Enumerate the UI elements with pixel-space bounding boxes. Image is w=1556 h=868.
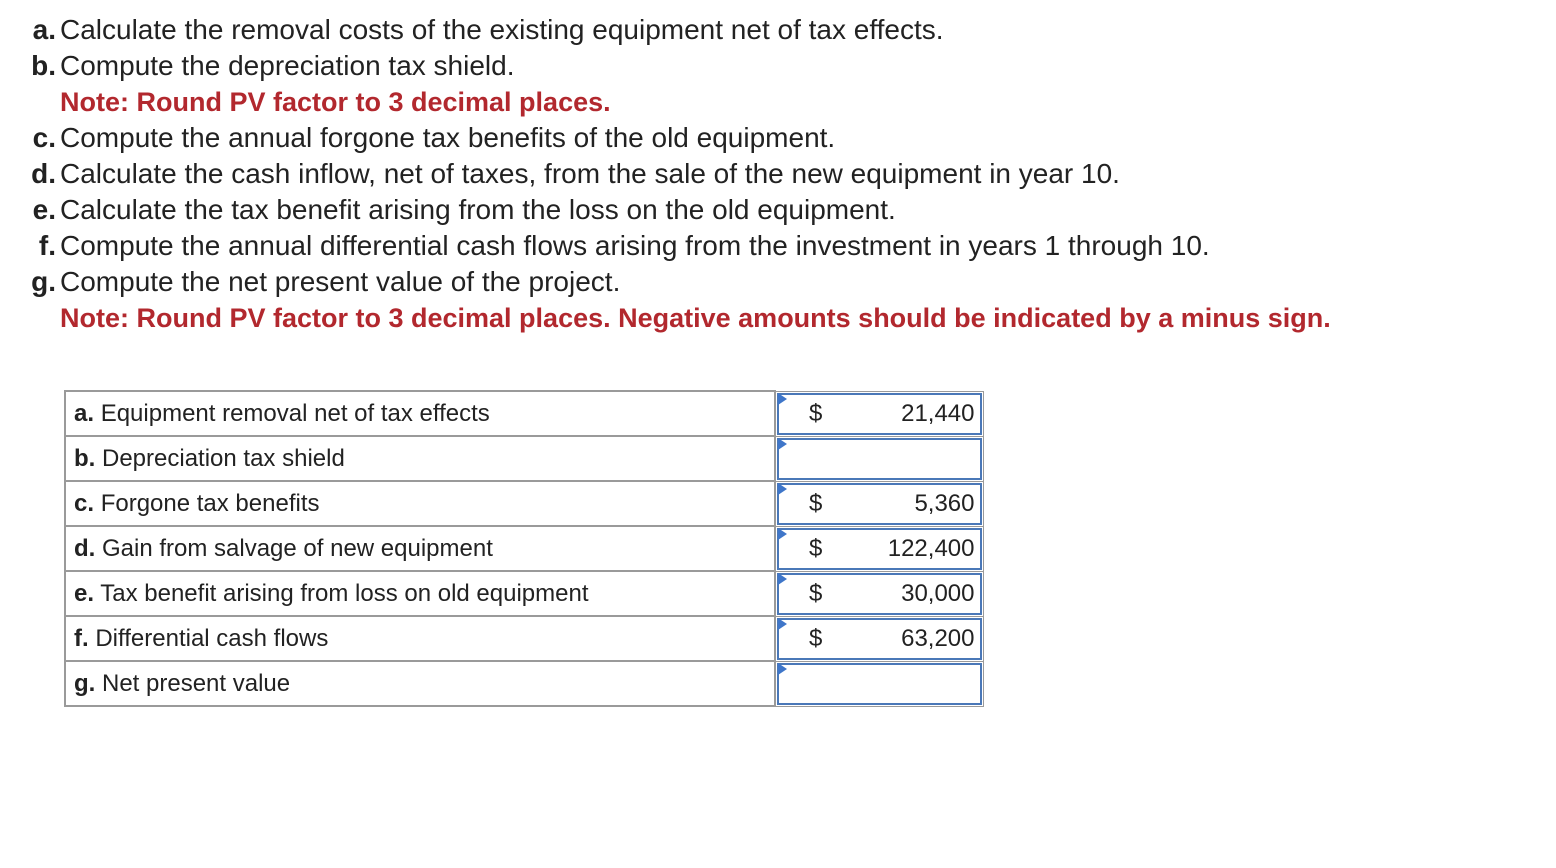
question-e — [0, 192, 1556, 228]
question-f — [0, 228, 1556, 264]
currency-symbol: $ — [809, 534, 823, 562]
currency-symbol: $ — [809, 624, 823, 652]
table-row — [65, 436, 983, 481]
question-a — [0, 12, 1556, 48]
question-text: Calculate the tax benefit arising from the loss on the old equipment. — [60, 194, 896, 225]
flag-marker-icon — [778, 438, 787, 450]
row-label-text: Tax benefit arising from loss on old equipment — [100, 579, 589, 607]
question-letter: a. — [32, 14, 56, 45]
row-letter: e. — [74, 579, 95, 607]
question-letter: e. — [32, 194, 56, 225]
answer-cell — [775, 481, 983, 526]
table-row — [65, 481, 983, 526]
row-label-text: Forgone tax benefits — [100, 489, 320, 517]
row-letter: d. — [74, 534, 96, 562]
row-letter: b. — [74, 444, 96, 472]
answer-input[interactable] — [777, 663, 982, 705]
flag-marker-icon — [778, 663, 787, 675]
answer-cell — [775, 616, 983, 661]
currency-symbol: $ — [809, 489, 823, 517]
answer-value: 21,440 — [901, 399, 975, 427]
question-letter: b. — [31, 50, 56, 81]
row-label-text: Gain from salvage of new equipment — [102, 534, 493, 562]
flag-marker-icon — [778, 393, 787, 405]
question-text: Compute the net present value of the project. — [60, 266, 621, 297]
answer-input[interactable] — [777, 573, 982, 615]
answer-value: 30,000 — [901, 579, 975, 607]
question-text: Compute the depreciation tax shield. — [60, 50, 515, 81]
table-row — [65, 571, 983, 616]
row-label-text: Equipment removal net of tax effects — [100, 399, 490, 427]
currency-symbol: $ — [809, 399, 823, 427]
row-label — [65, 391, 775, 436]
flag-marker-icon — [778, 528, 787, 540]
answer-value: 63,200 — [901, 624, 975, 652]
row-label — [65, 526, 775, 571]
row-label — [65, 616, 775, 661]
question-letter: c. — [32, 122, 56, 153]
question-d — [0, 156, 1556, 192]
row-label — [65, 481, 775, 526]
answer-input[interactable] — [777, 528, 982, 570]
question-letter: f. — [38, 230, 56, 261]
answer-cell — [775, 571, 983, 616]
answer-input[interactable] — [777, 618, 982, 660]
row-label-text: Depreciation tax shield — [102, 444, 345, 472]
row-label-text: Net present value — [102, 669, 291, 697]
row-label — [65, 571, 775, 616]
question-text: Calculate the removal costs of the existing equipment net of tax effects. — [60, 14, 944, 45]
question-letter: d. — [31, 158, 56, 189]
answer-input[interactable] — [777, 483, 982, 525]
row-letter: c. — [74, 489, 95, 517]
flag-marker-icon — [778, 573, 787, 585]
table-row — [65, 391, 983, 436]
answer-cell — [775, 391, 983, 436]
table-row — [65, 526, 983, 571]
answer-table — [64, 390, 984, 707]
table-row — [65, 616, 983, 661]
row-letter: g. — [74, 669, 96, 697]
question-list — [0, 12, 1556, 336]
question-text: Calculate the cash inflow, net of taxes, from the sale of the new equipment in year 10. — [60, 158, 1120, 189]
flag-marker-icon — [778, 618, 787, 630]
flag-marker-icon — [778, 483, 787, 495]
rounding-negative-note: Note: Round PV factor to 3 decimal places. Negative amounts should be indicated by a minus sign. — [60, 302, 1331, 333]
row-label-text: Differential cash flows — [95, 624, 329, 652]
answer-input[interactable] — [777, 393, 982, 435]
question-text: Compute the annual differential cash flows arising from the investment in years 1 through 10. — [60, 230, 1210, 261]
answer-cell — [775, 436, 983, 481]
question-g — [0, 264, 1556, 300]
question-letter: g. — [31, 266, 56, 297]
answer-cell — [775, 526, 983, 571]
rounding-note: Note: Round PV factor to 3 decimal places. — [60, 86, 611, 117]
answer-value: 122,400 — [887, 534, 975, 562]
row-label — [65, 661, 775, 706]
answer-value: 5,360 — [914, 489, 975, 517]
question-text: Compute the annual forgone tax benefits of the old equipment. — [60, 122, 836, 153]
question-c — [0, 120, 1556, 156]
question-b — [0, 48, 1556, 84]
answer-cell — [775, 661, 983, 706]
table-row — [65, 661, 983, 706]
row-letter: a. — [74, 399, 95, 427]
currency-symbol: $ — [809, 579, 823, 607]
row-label — [65, 436, 775, 481]
answer-input[interactable] — [777, 438, 982, 480]
row-letter: f. — [74, 624, 89, 652]
